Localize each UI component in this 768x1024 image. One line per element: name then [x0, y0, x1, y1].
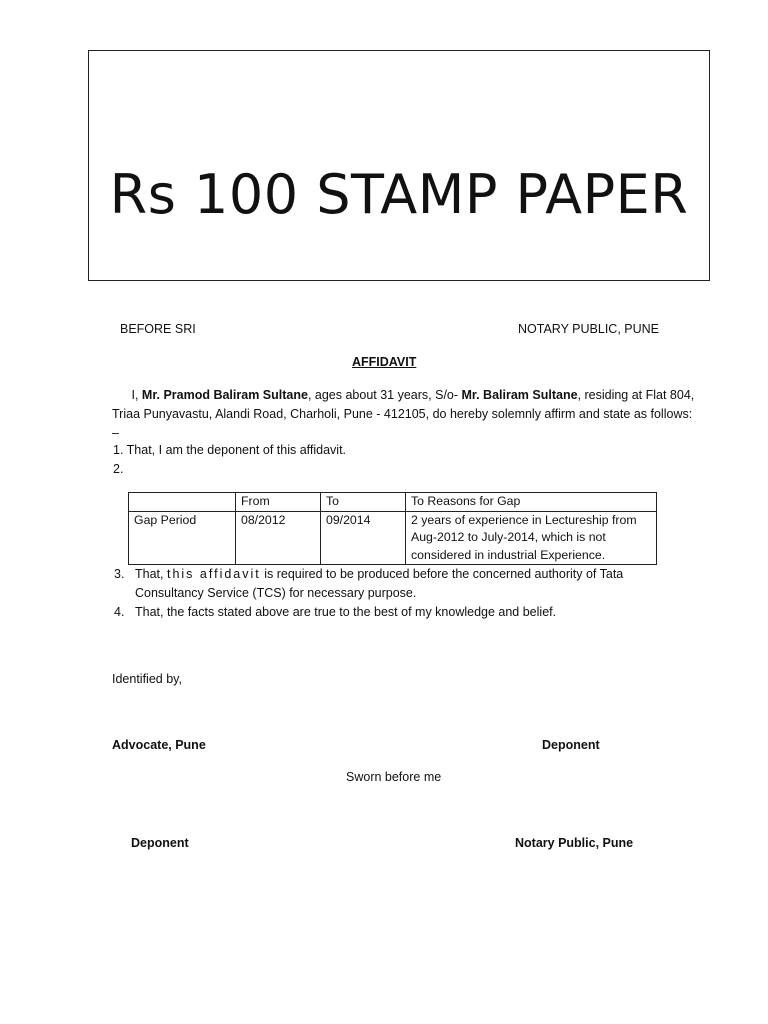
deponent-bottom-label: Deponent [131, 836, 189, 850]
intro-paragraph [112, 386, 702, 443]
intro-rest: , residing at Flat 804, Triaa Punyavastu, Alandi Road, Charholi, Pune - 412105, do hereby solemnly affirm and state as follows: – [112, 388, 695, 440]
gap-period-table [128, 492, 657, 565]
item-1: 1. That, I am the deponent of this affidavit. [113, 443, 347, 457]
item-3-number: 3. [114, 567, 125, 581]
item-3-start: That, [135, 567, 167, 581]
deponent-name: Mr. Pramod Baliram Sultane [141, 388, 308, 402]
table-header-row [129, 493, 657, 512]
table-header-cell [129, 493, 236, 512]
item-4: That, the facts stated above are true to the best of my knowledge and belief. [135, 605, 557, 619]
intro-mid: , ages about 31 years, S/o- [307, 388, 462, 402]
table-cell-reason: 2 years of experience in Lectureship from Aug-2012 to July-2014, which is not considered in industrial Experience. [406, 511, 657, 565]
table-header-cell: To [321, 493, 406, 512]
before-sri-label: BEFORE SRI [120, 322, 196, 336]
affidavit-heading: AFFIDAVIT [352, 355, 417, 369]
stamp-paper-box [88, 50, 710, 281]
item-3-affidavit: this affidavit [166, 567, 261, 581]
intro-i: I, [131, 388, 142, 402]
notary-public-header: NOTARY PUBLIC, PUNE [518, 322, 660, 336]
table-row [129, 511, 657, 565]
item-3-line-2: Consultancy Service (TCS) for necessary purpose. [135, 586, 417, 600]
item-3-end: is required to be produced before the concerned authority of Tata [260, 567, 624, 581]
stamp-paper-title: Rs 100 STAMP PAPER [109, 163, 689, 226]
sworn-before-me: Sworn before me [346, 770, 442, 784]
item-4-number: 4. [114, 605, 125, 619]
table-cell-label: Gap Period [129, 511, 236, 565]
item-3 [135, 565, 623, 583]
table-cell-to: 09/2014 [321, 511, 406, 565]
father-name: Mr. Baliram Sultane [461, 388, 578, 402]
advocate-signature-label: Advocate, Pune [112, 738, 206, 752]
notary-public-signature-label: Notary Public, Pune [515, 836, 634, 850]
deponent-signature-label: Deponent [542, 738, 600, 752]
identified-by: Identified by, [112, 672, 182, 686]
table-header-cell: To Reasons for Gap [406, 493, 657, 512]
table-cell-from: 08/2012 [236, 511, 321, 565]
item-2: 2. [113, 462, 124, 476]
table-header-cell: From [236, 493, 321, 512]
